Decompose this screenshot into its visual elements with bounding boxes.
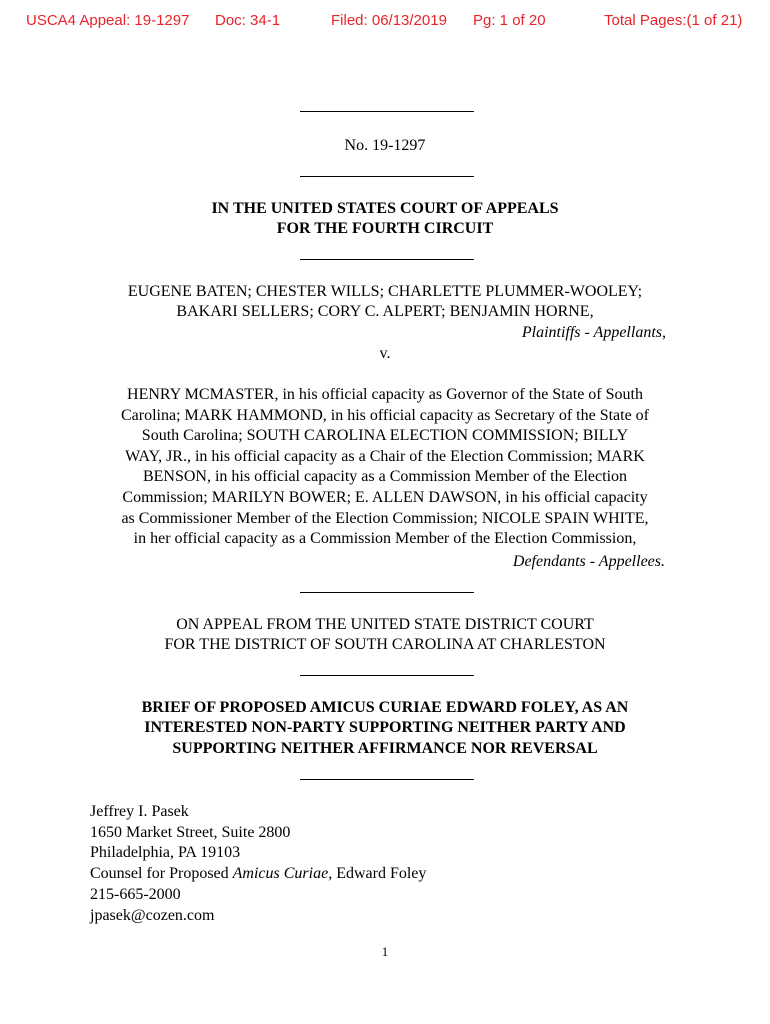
stamp-doc-number: Doc: 34-1 — [215, 12, 281, 29]
divider-rule — [300, 592, 474, 593]
counsel-role-italic: Amicus Curiae — [232, 865, 329, 883]
defendants-line: in her official capacity as a Commission Member of the Election Commission, — [133, 530, 637, 548]
plaintiffs-line-1: EUGENE BATEN; CHESTER WILLS; CHARLETTE PLUMMER-WOOLEY; — [127, 283, 643, 300]
defendants-line: Carolina; MARK HAMMOND, in his official capacity as Secretary of the State of — [120, 406, 650, 424]
court-name-line-1: IN THE UNITED STATES COURT OF APPEALS — [211, 200, 559, 217]
divider-rule — [300, 675, 474, 676]
divider-rule — [300, 259, 474, 260]
stamp-appeal-number: USCA4 Appeal: 19-1297 — [26, 12, 190, 29]
court-name-line-2: FOR THE FOURTH CIRCUIT — [276, 220, 494, 237]
counsel-role-prefix: Counsel for Proposed — [90, 865, 233, 883]
appeal-line-2: FOR THE DISTRICT OF SOUTH CAROLINA AT CHARLESTON — [164, 636, 606, 653]
stamp-total-pages: Total Pages:(1 of 21) — [604, 12, 743, 29]
divider-rule — [300, 111, 474, 112]
plaintiffs-role: Plaintiffs - Appellants, — [521, 324, 666, 341]
divider-rule — [300, 779, 474, 780]
counsel-phone: 215-665-2000 — [90, 885, 181, 903]
page-number: 1 — [381, 944, 389, 959]
defendants-line: as Commissioner Member of the Election Commission; NICOLE SPAIN WHITE, — [121, 509, 649, 527]
defendants-line: BENSON, in his official capacity as a Commission Member of the Election — [142, 468, 628, 486]
defendants-line: WAY, JR., in his official capacity as a Chair of the Election Commission; MARK — [125, 447, 645, 465]
counsel-signature-block — [90, 802, 426, 926]
defendants-block — [80, 385, 690, 550]
defendants-line: HENRY MCMASTER, in his official capacity as Governor of the State of South — [127, 386, 643, 403]
defendants-role: Defendants - Appellees. — [512, 553, 665, 570]
brief-title-line-3: SUPPORTING NEITHER AFFIRMANCE NOR REVERSAL — [172, 740, 598, 757]
counsel-role-suffix: , Edward Foley — [328, 865, 427, 883]
stamp-page-of: Pg: 1 of 20 — [473, 12, 546, 29]
counsel-email[interactable]: jpasek@cozen.com — [90, 906, 215, 924]
case-number: No. 19-1297 — [344, 137, 426, 154]
brief-title-line-2: INTERESTED NON-PARTY SUPPORTING NEITHER PARTY AND — [144, 719, 626, 736]
appeal-line-1: ON APPEAL FROM THE UNITED STATE DISTRICT COURT — [176, 616, 594, 633]
counsel-name: Jeffrey I. Pasek — [90, 803, 189, 820]
defendants-line: South Carolina; SOUTH CAROLINA ELECTION COMMISSION; BILLY — [141, 427, 629, 445]
counsel-address-line-2: Philadelphia, PA 19103 — [90, 844, 241, 862]
divider-rule — [300, 176, 474, 177]
brief-title-line-1: BRIEF OF PROPOSED AMICUS CURIAE EDWARD FOLEY, AS AN — [141, 699, 629, 716]
stamp-filed-date: Filed: 06/13/2019 — [331, 12, 447, 29]
plaintiffs-line-2: BAKARI SELLERS; CORY C. ALPERT; BENJAMIN HORNE, — [176, 303, 594, 320]
defendants-line: Commission; MARILYN BOWER; E. ALLEN DAWSON, in his official capacity — [122, 488, 648, 506]
versus: v. — [379, 345, 391, 362]
counsel-address-line-1: 1650 Market Street, Suite 2800 — [90, 823, 291, 841]
counsel-role — [90, 864, 426, 885]
